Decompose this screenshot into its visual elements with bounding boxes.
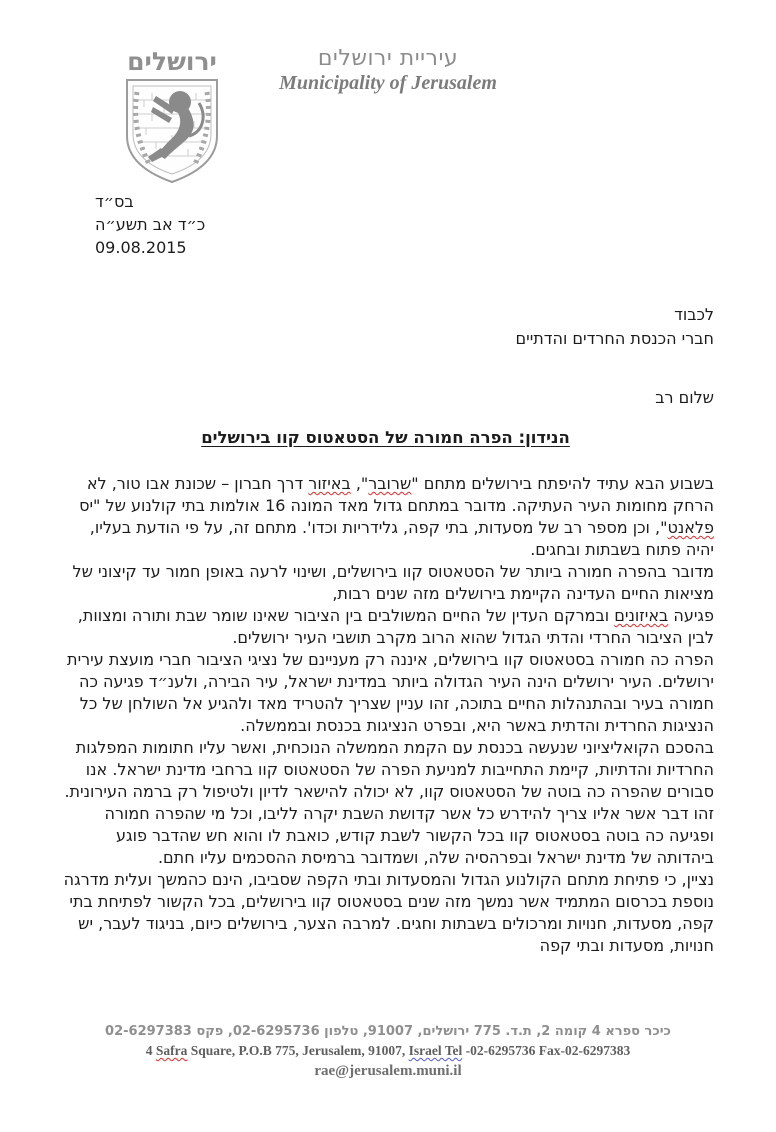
recipient-name: חברי הכנסת החרדים והדתיים (515, 329, 714, 348)
subject-line: הנידון: הפרה חמורה של הסטאטוס קוו בירושלים (201, 428, 570, 447)
logo-hebrew-text: ירושלים (127, 47, 217, 76)
footer (0, 1022, 776, 1081)
paragraphs (57, 473, 714, 957)
body-paragraph: נציין, כי פתיחת מתחם הקולנוע הגדול והמסעדות ובתי הקפה שסביבו, הינם כהמשך ועלית מדרגה נוספת בכרסום המתמיד אשר נמשך מזה שנים בסטאטוס קוו בירושלים, בכל הקשור לפתיחת בתי קפה, מסעדות, חנויות ומרכולים בשבתות וחגים. למרבה הצער, בירושלים כיום, בניגוד לעבר, יש חנויות, מסעדות ובתי קפה (63, 870, 714, 955)
hebrew-date: כ״ד אב תשע״ה (95, 215, 206, 234)
footer-address-hebrew: כיכר ספרא 4 קומה 2, ת.ד. 775 ירושלים, 91007, טלפון 02-6295736, פקס 02-6297383 (105, 1024, 671, 1039)
municipality-title-english: Municipality of Jerusalem (279, 72, 497, 94)
date-block (95, 190, 235, 259)
municipality-title-hebrew: עיריית ירושלים (317, 46, 459, 71)
footer-address-english: 4 Safra Square, P.O.B 775, Jerusalem, 91007, Israel Tel -02-6295736 Fax-02-6297383 (145, 1043, 631, 1058)
body-paragraph: בשבוע הבא עתיד להיפתח בירושלים מתחם "שרובר", באיזור דרך חברון – שכונת אבו טור, לא הרחק מחומות העיר העתיקה. מדובר במתחם גדול מאד המונה 16 אולמות בתי קולנוע של "יס פלאנט", וכן מספר רב של מסעדות, בתי קפה, גלידריות וכדו'. מתחם זה, על פי הודעת בעליו, יהיה פתוח בשבתות ובחגים. (79, 474, 714, 559)
footer-email: rae@jerusalem.muni.il (314, 1063, 462, 1079)
body-paragraph: זהו דבר אשר אליו צריך להידרש כל אשר קדושת השבת יקרה לליבו, וכל מי שהפרה חמורה ופגיעה כה בוטה בסטאטוס קוו בכל הקשור לשבת קודש, כואבת לו והוא חש שהדבר פוגע ביהדותה של מדינת ישראל ובפרהסיה שלה, ושמדובר ברמיסת ההסכמים עליו חתם. (104, 804, 714, 867)
bsd-line: בס״ד (95, 192, 134, 211)
body-paragraph: פגיעה באיזונים ובמרקם העדין של החיים המשולבים בין הציבור שאינו שומר שבת ותורה ומצוות, לבין הציבור החרדי והדתי הגדול שהוא הרוב מקרב תושבי העיר ירושלים. (77, 606, 714, 647)
greeting: שלום רב (655, 388, 714, 407)
recipient-block (57, 303, 714, 351)
body-paragraph: בהסכם הקואליציוני שנעשה בכנסת עם הקמת הממשלה הנוכחית, ואשר עליו חתומות המפלגות החרדיות והדתיות, קיימת התחייבות למניעת הפרה של הסטאטוס קוו ברחבי מדינת ישראל. אנו סבורים שהפרה כה בוטה של הסטאטוס קוו, לא יכולה להישאר לדיון ולטיפול רק ברמה העירונית. (64, 738, 714, 801)
body-paragraph: הפרה כה חמורה בסטאטוס קוו בירושלים, איננה רק מעניינם של נציגי הציבור חברי מועצת עירית ירושלים. העיר ירושלים הינה העיר הגדולה ביותר במדינת ישראל, עיר הבירה, ולענ״ד פגיעה כה חמורה בעיר ובהתנהלות החיים בתוכה, זהו עניין שצריך להטריד מאד ולהגיע אל השולחן של כל הנציגות החרדית והדתית באשר היא, ובפרט הנציגות בכנסת ובממשלה. (67, 650, 714, 735)
recipient-honorific: לכבוד (674, 305, 714, 324)
body-paragraph: מדובר בהפרה חמורה ביותר של הסטאטוס קוו בירושלים, ושינוי לרעה באופן חמור עד קיצוני של מציאות החיים העדינה הקיימת בירושלים מזה שנים רבות, (72, 562, 714, 603)
jerusalem-emblem-logo (106, 44, 238, 188)
letter-body (57, 303, 714, 957)
jerusalem-emblem-icon (106, 44, 238, 188)
gregorian-date: 09.08.2015 (95, 238, 187, 257)
